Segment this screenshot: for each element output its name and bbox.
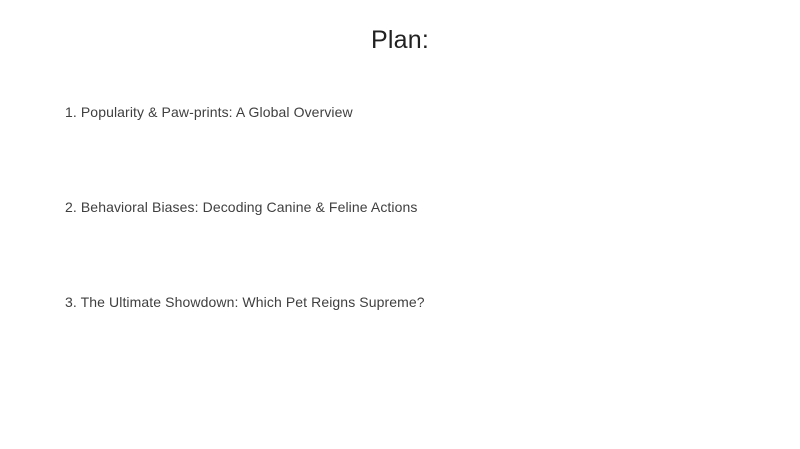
slide-title: Plan: <box>371 26 429 54</box>
plan-item-2: 2. Behavioral Biases: Decoding Canine & Feline Actions <box>65 199 418 215</box>
plan-item-1: 1. Popularity & Paw-prints: A Global Overview <box>65 104 353 120</box>
plan-item-3: 3. The Ultimate Showdown: Which Pet Reigns Supreme? <box>65 294 425 310</box>
